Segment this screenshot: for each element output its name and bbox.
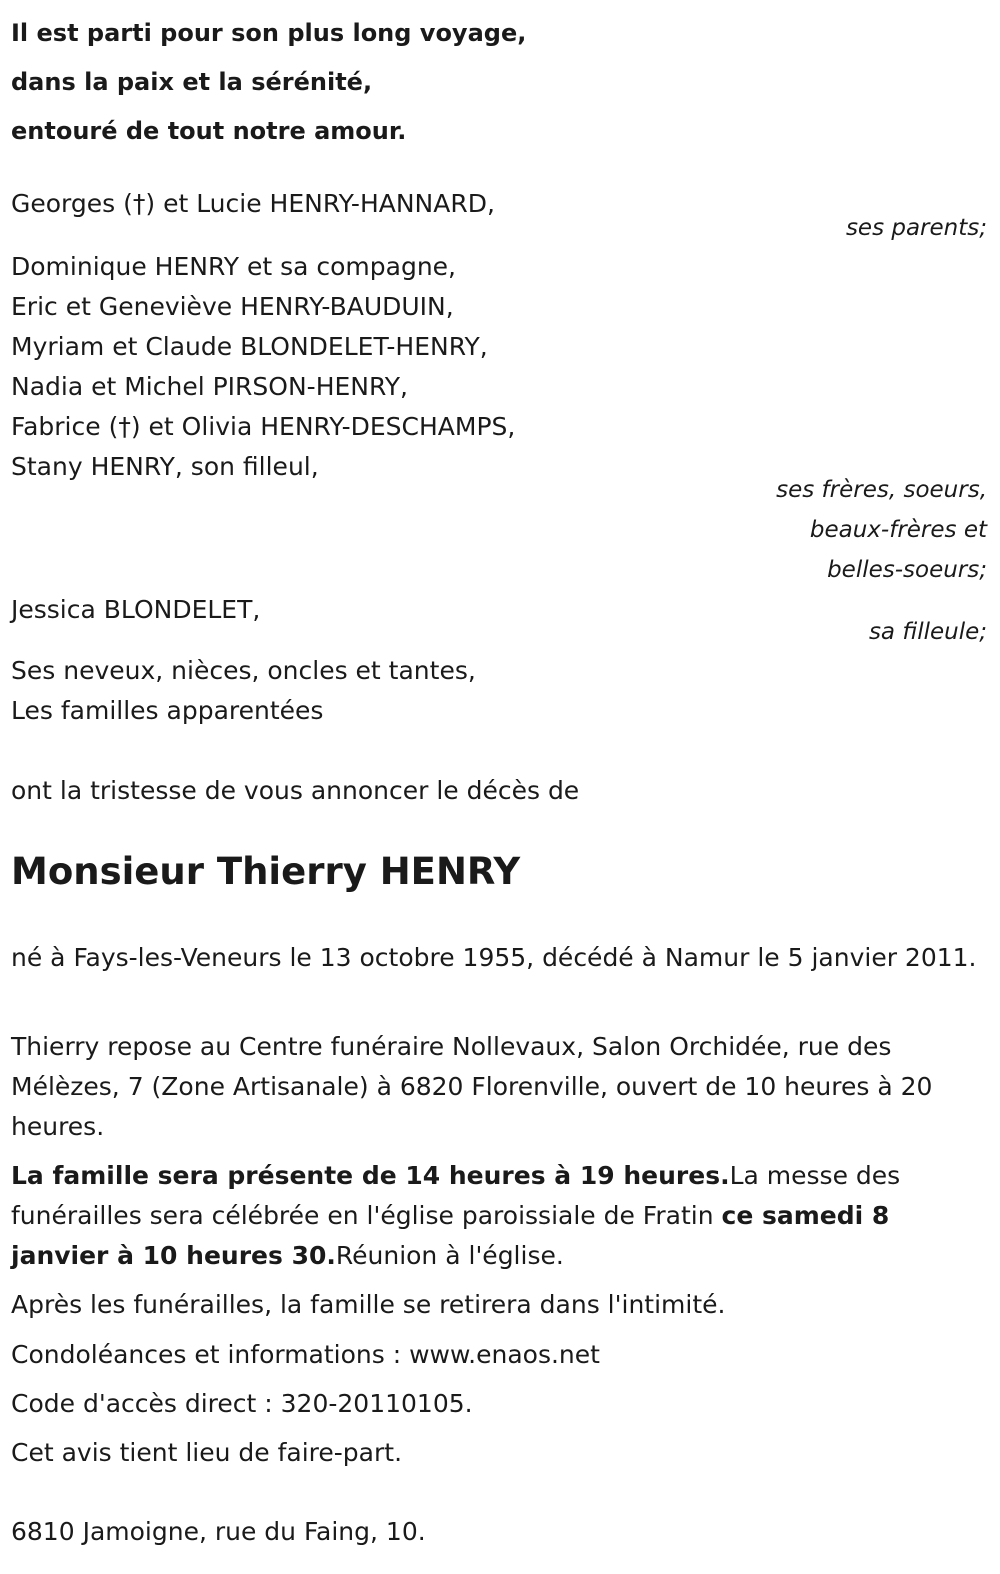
notice-text: Cet avis tient lieu de faire-part.: [11, 1438, 403, 1467]
family-address: 6810 Jamoigne, rue du Faing, 10.: [11, 1517, 426, 1546]
intro-line: Il est parti pour son plus long voyage,: [11, 19, 527, 47]
sibling-name: Eric et Geneviève HENRY-BAUDUIN,: [11, 292, 454, 321]
access-code: Code d'accès direct : 320-20110105.: [11, 1389, 473, 1418]
sibling-name: Dominique HENRY et sa compagne,: [11, 252, 457, 281]
siblings-relation: [776, 470, 987, 590]
mass-date: ce samedi 8 janvier à 10 heures 30.: [11, 1201, 890, 1270]
goddaughter-relation: [869, 612, 987, 652]
intro-line: dans la paix et la sérénité,: [11, 68, 373, 96]
mass-text: La messe des funérailles sera célébrée en l'église paroissiale de Fratin: [11, 1161, 901, 1230]
relation-line: ses frères, soeurs,: [776, 477, 987, 503]
intro-verse: [11, 9, 526, 156]
relation-line: belles-soeurs;: [827, 557, 987, 583]
announcement-text: ont la tristesse de vous annoncer le décès de: [11, 776, 580, 805]
parents-name: Georges (†) et Lucie HENRY-HANNARD,: [11, 189, 495, 218]
goddaughter-name: Jessica BLONDELET,: [11, 595, 261, 624]
intro-line: entouré de tout notre amour.: [11, 117, 407, 145]
relation-line: beaux-frères et: [809, 517, 987, 543]
family-line: Ses neveux, nièces, oncles et tantes,: [11, 656, 476, 685]
condolences-info: Condoléances et informations : www.enaos.net: [11, 1340, 600, 1369]
sibling-name: Fabrice (†) et Olivia HENRY-DESCHAMPS,: [11, 412, 516, 441]
funeral-info: [11, 1156, 987, 1276]
sibling-name: Stany HENRY, son filleul,: [11, 452, 319, 481]
siblings-names: [11, 247, 515, 487]
parents-names: [11, 184, 495, 224]
sibling-name: Nadia et Michel PIRSON-HENRY,: [11, 372, 408, 401]
relation-line: ses parents;: [845, 215, 987, 241]
deceased-name: Monsieur Thierry HENRY: [11, 850, 521, 893]
extended-family: [11, 651, 476, 731]
after-funeral: Après les funérailles, la famille se retirera dans l'intimité.: [11, 1290, 726, 1319]
parents-relation: [846, 208, 987, 248]
birth-death-info: né à Fays-les-Veneurs le 13 octobre 1955, décédé à Namur le 5 janvier 2011.: [11, 943, 977, 972]
relation-line: sa filleule;: [868, 619, 987, 645]
meeting-text: Réunion à l'église.: [335, 1241, 564, 1270]
sibling-name: Myriam et Claude BLONDELET-HENRY,: [11, 332, 488, 361]
repose-info: Thierry repose au Centre funéraire Nollevaux, Salon Orchidée, rue des Mélèzes, 7 (Zone Artisanale) à 6820 Florenville, ouvert de 10 heures à 20 heures.: [11, 1032, 933, 1141]
announcement: [11, 771, 579, 811]
family-line: Les familles apparentées: [11, 696, 324, 725]
family-presence: La famille sera présente de 14 heures à 19 heures.: [11, 1161, 730, 1190]
goddaughter-names: [11, 590, 260, 630]
